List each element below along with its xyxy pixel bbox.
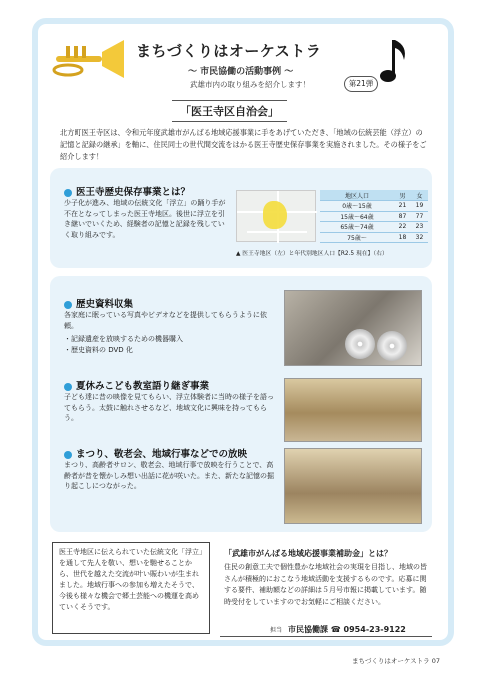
table-row: 15歳～64歳 87 77	[320, 211, 428, 222]
activity-heading-2: 夏休みこども教室語り継ぎ事業	[64, 378, 209, 392]
table-row: 0歳～15歳 21 19	[320, 201, 428, 212]
population-table	[320, 190, 428, 243]
dvd-disc-icon	[345, 329, 375, 359]
activity-body-1: 各家庭に眠っている写真やビデオなどを提供してもらうように依頼。	[64, 311, 267, 330]
lead-paragraph: 北方町医王寺区は、令和元年度武雄市がんばる地域応援事業に手をあげていただき、「地域の伝統芸能（浮立）の記憶と記録の継承」を軸に、住民同士の世代間交流をはかる医王寺歴史保存事業を実施されました。その様子をご紹介します！	[60, 128, 427, 161]
district-map	[236, 190, 316, 242]
activity-bullet: ・記録遺産を放映するための機器購入	[64, 335, 183, 343]
trumpet-icon	[48, 32, 128, 92]
page-title: まちづくりはオーケストラ	[136, 42, 322, 60]
summary-note: 医王寺地区に伝えられていた伝統文化「浮立」を通して先人を敬い、想いを馳せることから、世代を越えた交流が叶い賑わいが生まれました。地域行事への参加も増えたそうで、今後も様々な機会で郷土芸能への機運を高めていくそうです。	[52, 542, 210, 634]
photo-screening-event	[284, 448, 422, 524]
table-header: 女	[411, 190, 428, 201]
contact-tag: 担当	[270, 627, 283, 634]
table-header: 男	[394, 190, 411, 201]
music-note-icon	[378, 36, 408, 86]
bullet-dot-icon	[64, 451, 72, 459]
grant-body: 住民の創意工夫で個性豊かな地域社会の実現を目指し、地域の皆さんが積極的におこなう地域活動を支援するものです。応募に関する要件、補助額などの詳細は５月号市報に掲載しています。随時受付をしていますのでお気軽にご相談ください。	[224, 563, 427, 606]
overview-body: 少子化が進み、地域の伝統文化「浮立」の踊り手が不在となってしまった医王寺地区。後世に浮立を引き継いでいくため、経験者の記憶と記録を残していく取り組みです。	[64, 199, 226, 239]
activity-bullet: ・歴史資料の DVD 化	[64, 346, 133, 354]
bullet-dot-icon	[64, 383, 72, 391]
overview-heading: 医王寺歴史保存事業とは？	[64, 184, 190, 198]
photo-dvd-materials	[284, 290, 422, 366]
grant-title: 「武雄市がんばる地域応援事業補助金」とは？	[224, 549, 392, 558]
map-caption: ▲ 医王寺地区（左）と年代別地区人口【R2.5 現在】（右）	[236, 251, 388, 257]
iouji-area-highlight	[263, 201, 287, 229]
divider	[220, 636, 432, 637]
table-row: 65歳～74歳 22 23	[320, 222, 428, 233]
bullet-dot-icon	[64, 189, 72, 197]
bullet-dot-icon	[64, 301, 72, 309]
activity-body-3: まつり、高齢者サロン、敬老会、地域行事で放映を行うことで、高齢者が昔を懐かしみ想い出話に花が咲いた。また、新たな記憶の掘り起こしにつながった。	[64, 461, 274, 490]
table-row: 75歳～ 18 32	[320, 232, 428, 243]
contact-info	[270, 624, 406, 635]
contact-phone: 市民協働課 ☎ 0954-23-9122	[288, 625, 406, 634]
page-footer: まちづくりはオーケストラ 07	[352, 657, 441, 665]
issue-badge: 第21弾	[344, 76, 378, 92]
dvd-disc-icon	[377, 331, 407, 361]
intro-text: 武雄市内の取り組みを紹介します！	[190, 80, 310, 89]
activity-heading-1: 歴史資料収集	[64, 296, 133, 310]
section-title: 「医王寺区自治会」	[172, 100, 287, 122]
header	[40, 28, 448, 108]
photo-summer-class	[284, 378, 422, 442]
activity-heading-3: まつり、敬老会、地域行事などでの放映	[64, 446, 247, 460]
activity-body-2: 子ども達に昔の映像を見てもらい、浮立体験者に当時の様子を語ってもらう。太鼓に触れさせるなど、地域文化に興味を持ってもらう。	[64, 393, 274, 422]
table-header: 地区人口	[320, 190, 394, 201]
page-subtitle: ～ 市民協働の活動事例 ～	[188, 67, 294, 77]
